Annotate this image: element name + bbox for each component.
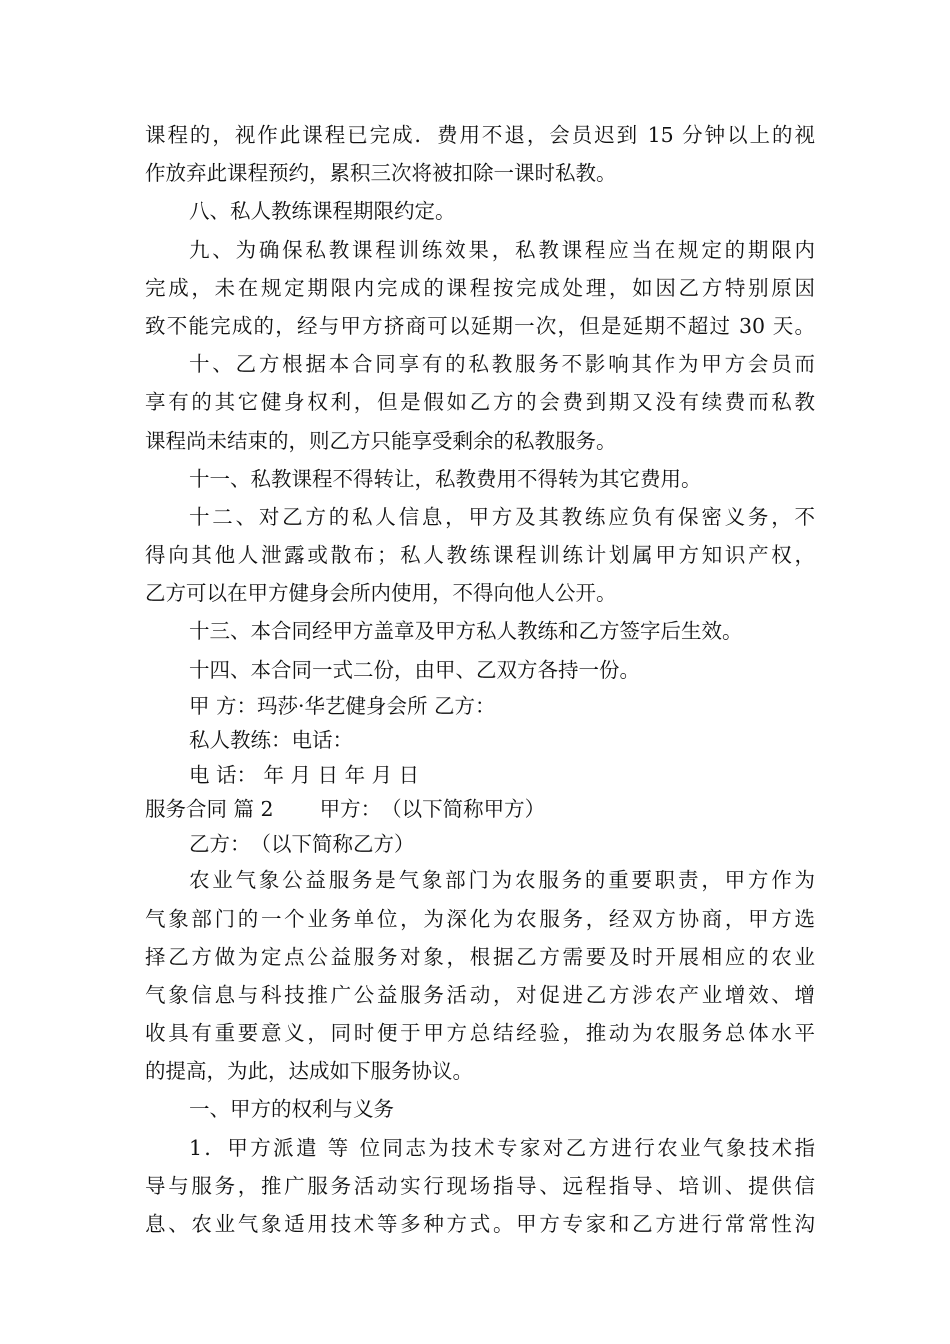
text-line: 气象部门的一个业务单位，为深化为农服务，经双方协商，甲方选 <box>145 906 815 931</box>
subsection-heading: 一、甲方的权利与义务 <box>189 1097 394 1122</box>
text-line: 课程的，视作此课程已完成．费用不退，会员迟到 15 分钟以上的视 <box>145 123 815 147</box>
text-line: 作放弃此课程预约，累积三次将被扣除一课时私教。 <box>145 161 617 186</box>
signature-party-line: 甲 方：玛莎·华艺健身会所 乙方： <box>189 693 496 718</box>
text-line: 十四、本合同一式二份，由甲、乙双方各持一份。 <box>189 657 640 682</box>
text-line: 1．甲方派遣 等 位同志为技术专家对乙方进行农业气象技术指 <box>189 1135 815 1160</box>
section-heading: 服务合同 篇 2 <box>145 797 274 822</box>
document-body <box>145 116 815 1243</box>
text-line: 九、为确保私教课程训练效果，私教课程应当在规定的期限内 <box>189 237 815 262</box>
text-line: 致不能完成的，经与甲方挤商可以延期一次，但是延期不超过 30 天。 <box>145 313 815 338</box>
text-line: 择乙方做为定点公益服务对象，根据乙方需要及时开展相应的农业 <box>145 944 815 969</box>
text-line: 的提高，为此，达成如下服务协议。 <box>145 1059 473 1084</box>
text-line: 气象信息与科技推广公益服务活动，对促进乙方涉农产业增效、增 <box>145 982 815 1007</box>
party-a-label: 甲方： （以下简称甲方） <box>319 797 546 822</box>
text-line: 农业气象公益服务是气象部门为农服务的重要职责，甲方作为 <box>189 868 815 893</box>
party-b-label: 乙方： （以下简称乙方） <box>189 831 415 856</box>
text-line: 乙方可以在甲方健身会所内使用，不得向他人公开。 <box>145 581 617 606</box>
section-heading-line <box>145 792 815 827</box>
text-line: 课程尚未结束的，则乙方只能享受剩余的私教服务。 <box>145 428 617 453</box>
text-line: 得向其他人泄露或散布；私人教练课程训练计划属甲方知识产权， <box>145 543 815 568</box>
signature-date-line: 电 话： 年 月 日 年 月 日 <box>189 762 420 787</box>
text-line: 息、农业气象适用技术等多种方式。甲方专家和乙方进行常常性沟 <box>145 1212 815 1236</box>
text-line: 十一、私教课程不得转让，私教费用不得转为其它费用。 <box>189 466 702 491</box>
signature-trainer-line: 私人教练：电话： <box>189 728 353 753</box>
text-line: 导与服务，推广服务活动实行现场指导、远程指导、培训、提供信 <box>145 1173 815 1198</box>
text-line: 十二、对乙方的私人信息，甲方及其教练应负有保密义务，不 <box>189 504 815 529</box>
text-line: 享有的其它健身权利，但是假如乙方的会费到期又没有续费而私教 <box>145 390 815 415</box>
text-line: 完成，未在规定期限内完成的课程按完成处理，如因乙方特别原因 <box>145 275 815 300</box>
text-line: 收具有重要意义，同时便于甲方总结经验，推动为农服务总体水平 <box>145 1021 815 1046</box>
text-line: 十三、本合同经甲方盖章及甲方私人教练和乙方签字后生效。 <box>189 619 743 644</box>
text-line: 八、私人教练课程期限约定。 <box>189 199 456 224</box>
text-line: 十、乙方根据本合同享有的私教服务不影响其作为甲方会员而 <box>189 352 815 377</box>
